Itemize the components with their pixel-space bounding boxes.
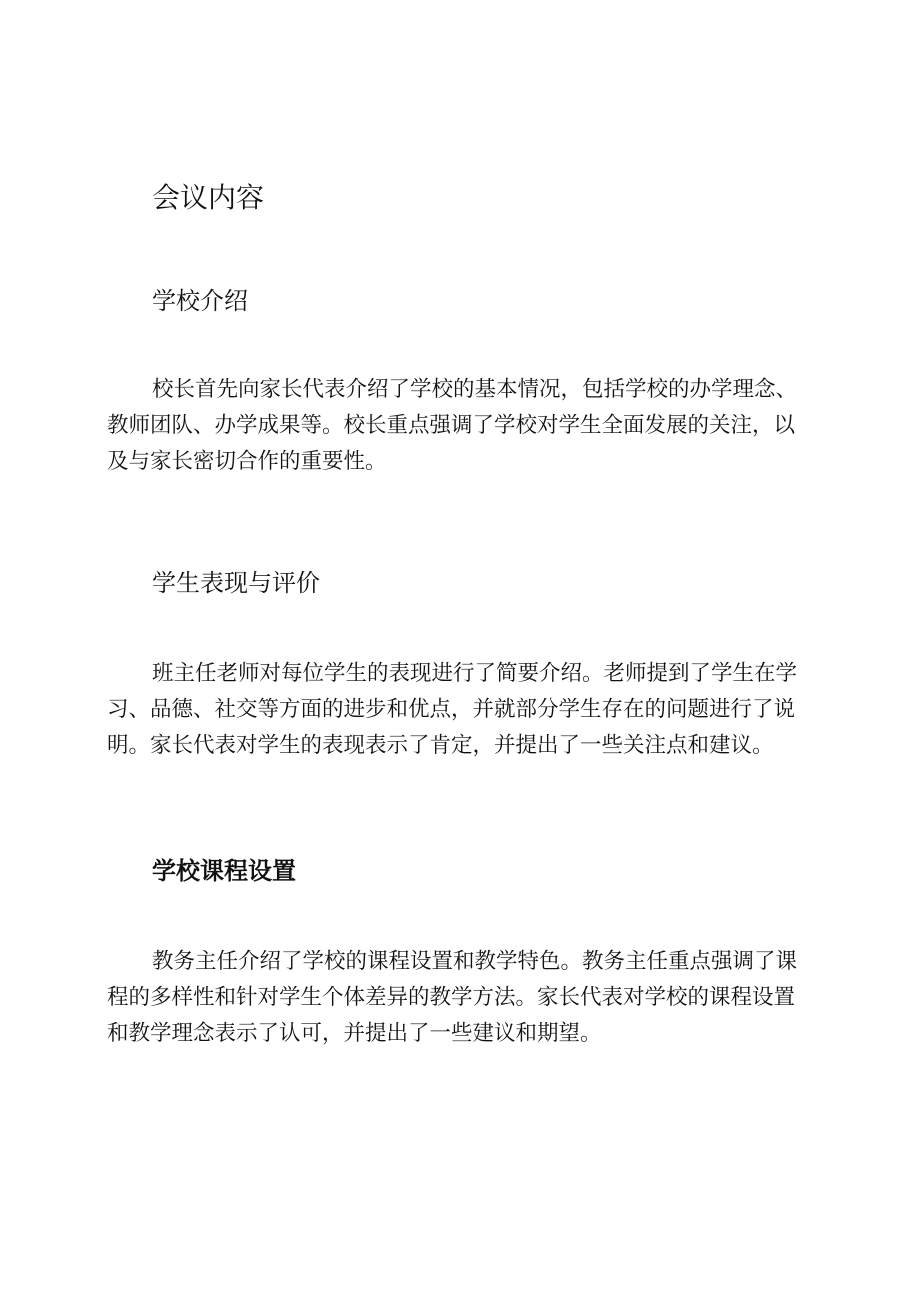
paragraph-line: 教务主任介绍了学校的课程设置和教学特色。教务主任重点强调了课 — [152, 949, 798, 974]
paragraph-line: 校长首先向家长代表介绍了学校的基本情况，包括学校的办学理念、 — [152, 377, 798, 402]
section-paragraph-student-performance — [107, 656, 811, 764]
section-paragraph-school-intro — [107, 372, 811, 480]
paragraph-line: 明。家长代表对学生的表现表示了肯定，并提出了一些关注点和建议。 — [107, 733, 774, 758]
page-title: 会议内容 — [152, 181, 265, 214]
section-heading-curriculum: 学校课程设置 — [152, 857, 296, 885]
paragraph-line: 习、品德、社交等方面的进步和优点，并就部分学生存在的问题进行了说 — [107, 697, 796, 722]
paragraph-line: 教师团队、办学成果等。校长重点强调了学校对学生全面发展的关注，以 — [107, 413, 796, 438]
paragraph-line: 班主任老师对每位学生的表现进行了简要介绍。老师提到了学生在学 — [152, 661, 798, 686]
section-paragraph-curriculum — [107, 944, 811, 1052]
section-heading-school-intro: 学校介绍 — [152, 287, 248, 315]
paragraph-line: 程的多样性和针对学生个体差异的教学方法。家长代表对学校的课程设置 — [107, 985, 796, 1010]
section-heading-student-performance: 学生表现与评价 — [152, 569, 320, 597]
paragraph-line: 及与家长密切合作的重要性。 — [107, 449, 387, 474]
paragraph-line: 和教学理念表示了认可，并提出了一些建议和期望。 — [107, 1021, 602, 1046]
